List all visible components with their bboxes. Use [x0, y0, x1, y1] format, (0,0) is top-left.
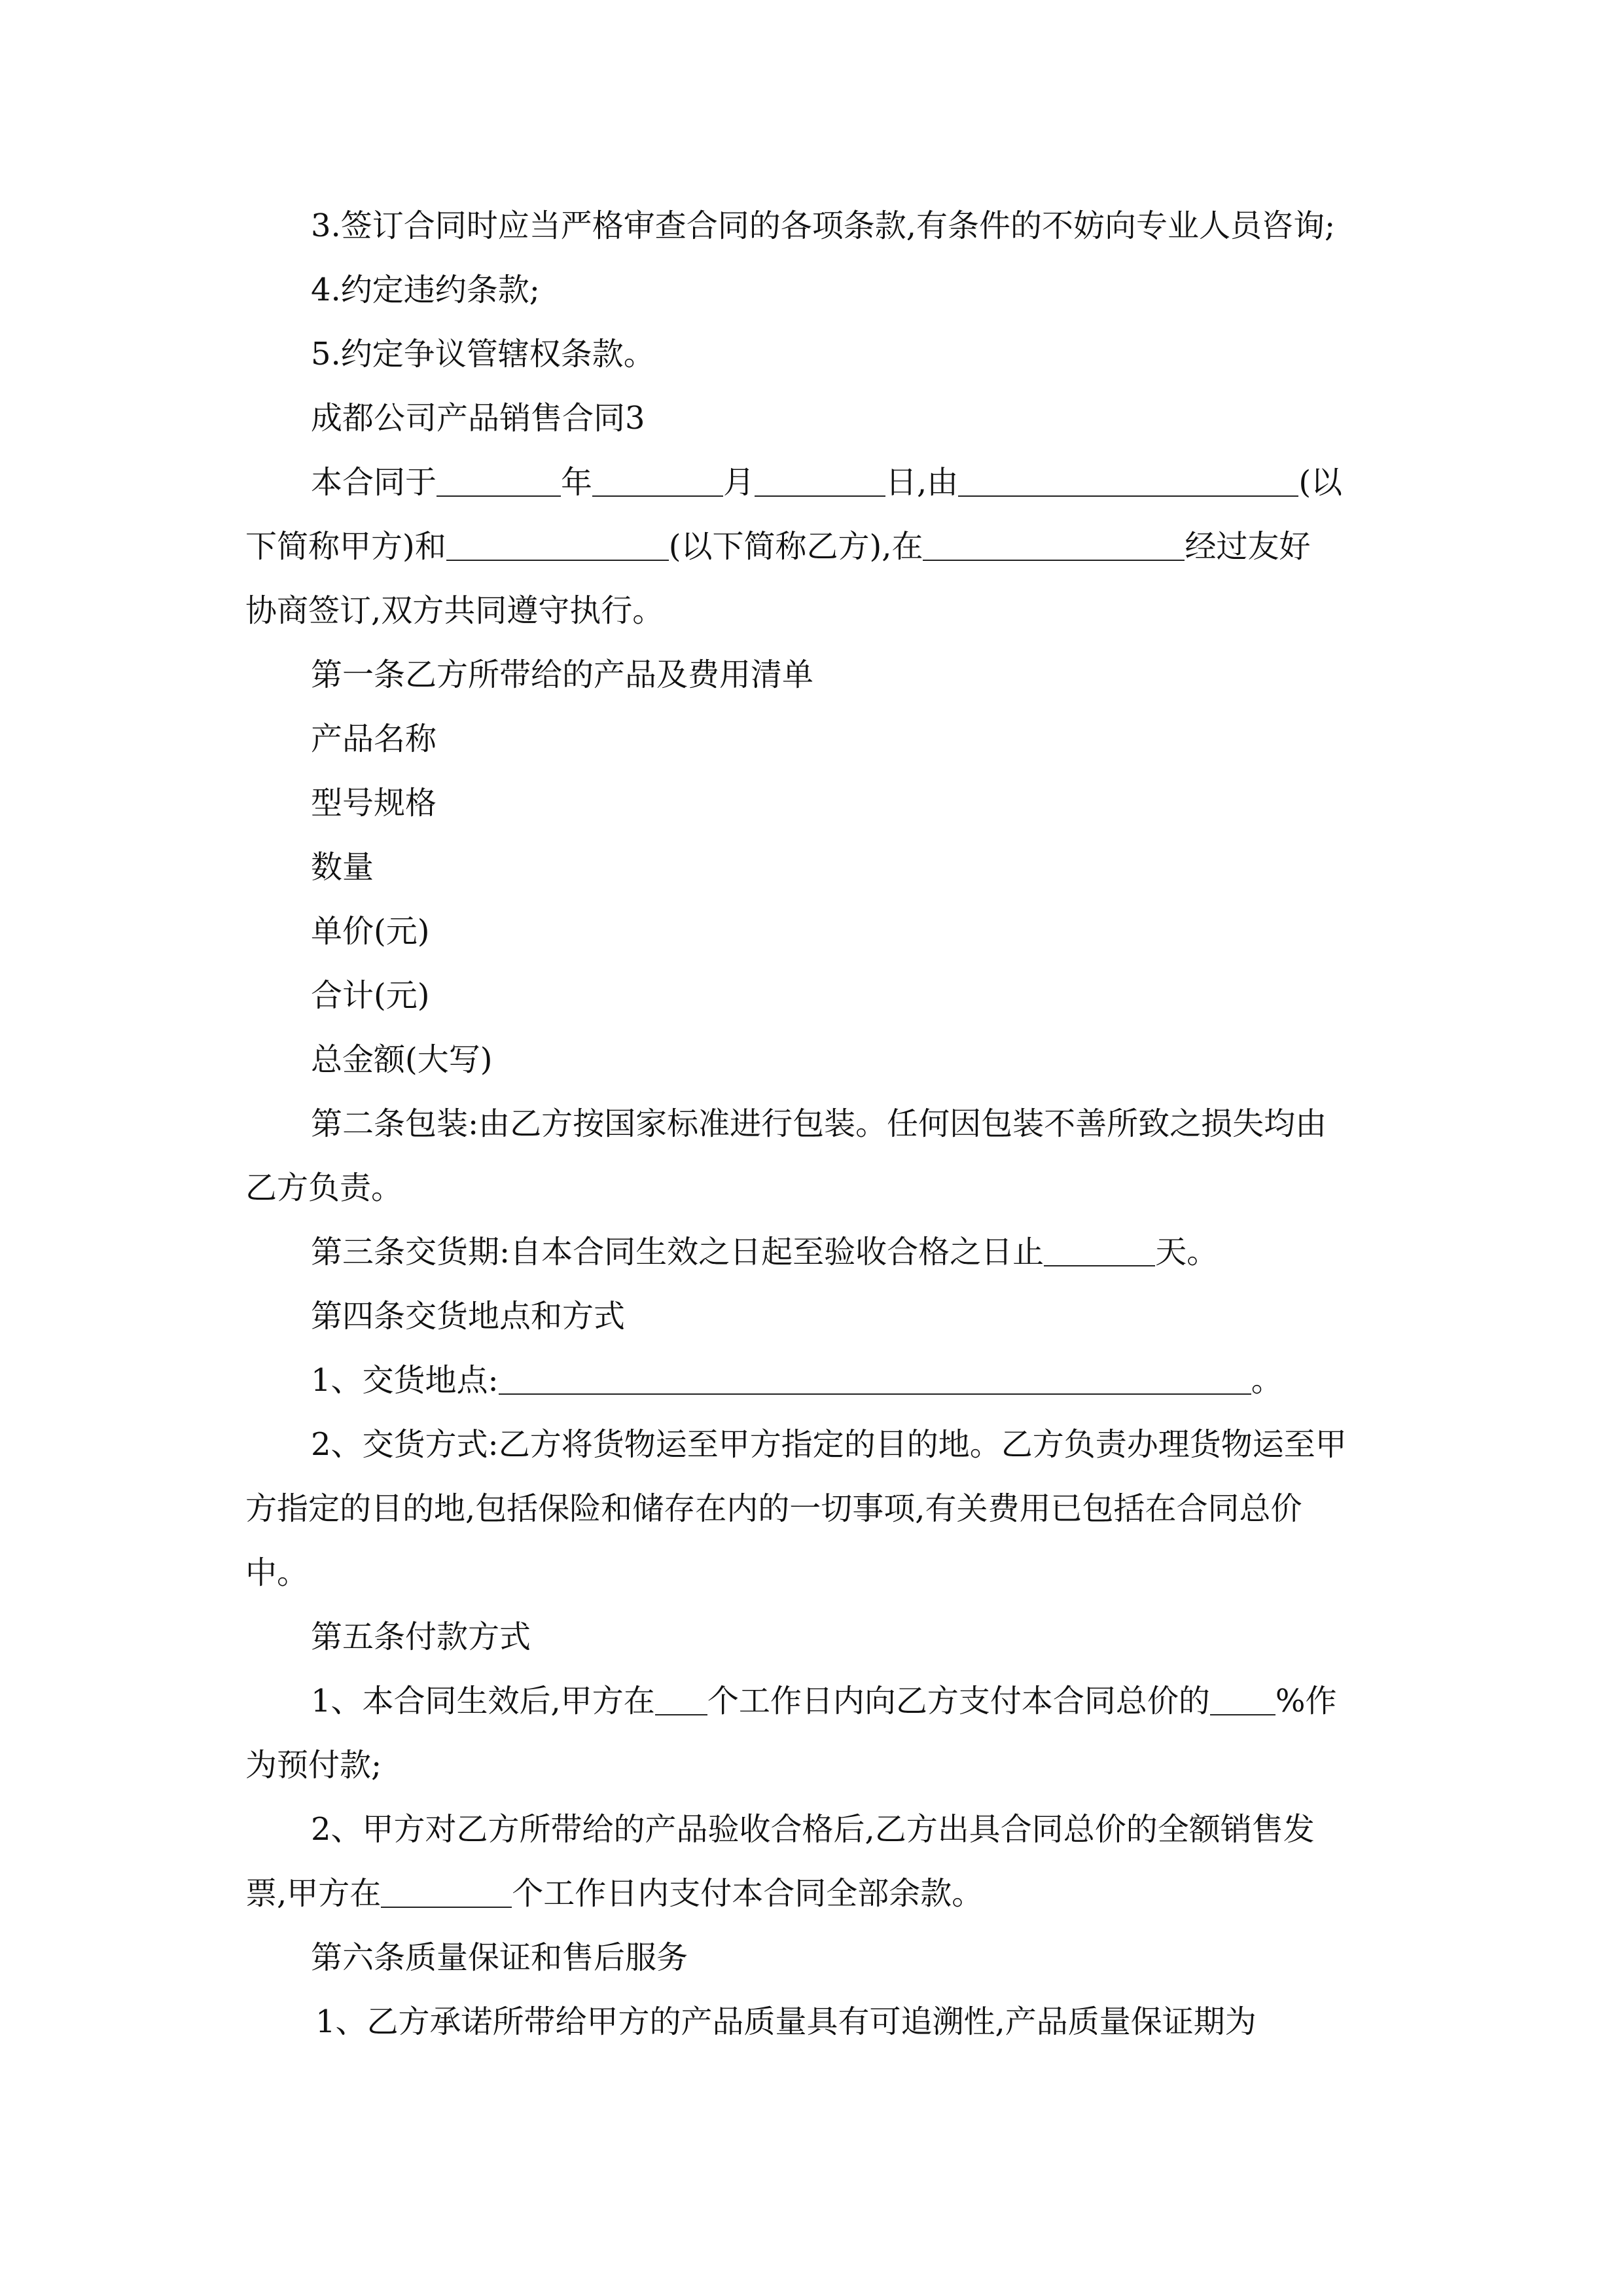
parties-line — [245, 527, 1310, 566]
text-segment: 1、交货地点: — [311, 1362, 499, 1399]
text-segment: 年 — [561, 464, 593, 501]
item-quantity: 数量 — [311, 849, 374, 886]
clause-5-line: 5.约定争议管辖权条款。 — [311, 336, 655, 372]
text-segment: 。 — [1251, 1362, 1283, 1399]
delivery-place-blank — [499, 1362, 1251, 1395]
item-model-spec: 型号规格 — [311, 785, 437, 821]
balance-days-blank — [381, 1875, 512, 1908]
text-segment: 月 — [723, 464, 755, 501]
day-blank — [755, 464, 885, 497]
warranty-line: 1、乙方承诺所带给甲方的产品质量具有可追溯性,产品质量保证期为 — [315, 2003, 1257, 2040]
days-blank — [1044, 1234, 1155, 1266]
text-segment: %作 — [1275, 1683, 1337, 1719]
article-2-line: 第二条包装:由乙方按国家标准进行包装。任何因包装不善所致之损失均由 — [311, 1105, 1327, 1142]
item-product-name: 产品名称 — [311, 721, 437, 757]
year-blank — [437, 464, 561, 497]
delivery-method-cont: 方指定的目的地,包括保险和储存在内的一切事项,有关费用已包括在合同总价 — [245, 1490, 1302, 1527]
contract-title: 成都公司产品销售合同3 — [311, 400, 645, 437]
body-line: 协商签订,双方共同遵守执行。 — [245, 592, 664, 629]
item-total-amount: 总金额(大写) — [311, 1041, 493, 1078]
party-b-blank — [446, 528, 669, 561]
party-a-blank — [958, 464, 1298, 497]
text-segment: 个工作日内向乙方支付本合同总价的 — [707, 1683, 1210, 1719]
text-segment: 1、本合同生效后,甲方在 — [311, 1683, 655, 1719]
item-unit-price: 单价(元) — [311, 913, 430, 950]
workdays-blank — [655, 1683, 707, 1715]
article-6-heading: 第六条质量保证和售后服务 — [311, 1939, 688, 1976]
text-segment: 个工作日内支付本合同全部余款。 — [512, 1875, 984, 1912]
text-segment: 第三条交货期:自本合同生效之日起至验收合格之日止 — [311, 1234, 1044, 1270]
article-1-heading: 第一条乙方所带给的产品及费用清单 — [311, 656, 814, 693]
payment-1-cont: 为预付款; — [245, 1747, 382, 1784]
payment-1-line — [311, 1681, 1336, 1721]
text-segment: 本合同于 — [311, 464, 437, 501]
article-5-heading: 第五条付款方式 — [311, 1619, 531, 1655]
text-segment: 天。 — [1155, 1234, 1219, 1270]
text-segment: 票,甲方在 — [245, 1875, 382, 1912]
delivery-method-cont: 中。 — [245, 1554, 309, 1591]
item-subtotal: 合计(元) — [311, 977, 430, 1014]
payment-2-cont — [245, 1874, 983, 1913]
article-2-cont: 乙方负责。 — [245, 1170, 403, 1206]
text-segment: (以下简称乙方),在 — [668, 528, 923, 565]
month-blank — [592, 464, 723, 497]
delivery-place-line — [311, 1361, 1283, 1400]
place-blank — [923, 528, 1185, 561]
text-segment: 日,由 — [885, 464, 959, 501]
clause-3-line: 3.签订合同时应当严格审查合同的各项条款,有条件的不妨向专业人员咨询; — [311, 207, 1336, 244]
payment-2-line: 2、甲方对乙方所带给的产品验收合格后,乙方出具合同总价的全额销售发 — [311, 1811, 1315, 1848]
article-4-heading: 第四条交货地点和方式 — [311, 1298, 626, 1335]
delivery-method-line: 2、交货方式:乙方将货物运至甲方指定的目的地。乙方负责办理货物运至甲 — [311, 1426, 1347, 1463]
clause-4-line: 4.约定违约条款; — [311, 272, 540, 308]
text-segment: 经过友好 — [1185, 528, 1311, 565]
text-segment: (以 — [1298, 464, 1343, 501]
percent-blank — [1210, 1683, 1275, 1715]
article-3-line — [311, 1232, 1218, 1272]
text-segment: 下简称甲方)和 — [245, 528, 446, 565]
contract-date-line — [311, 463, 1342, 502]
